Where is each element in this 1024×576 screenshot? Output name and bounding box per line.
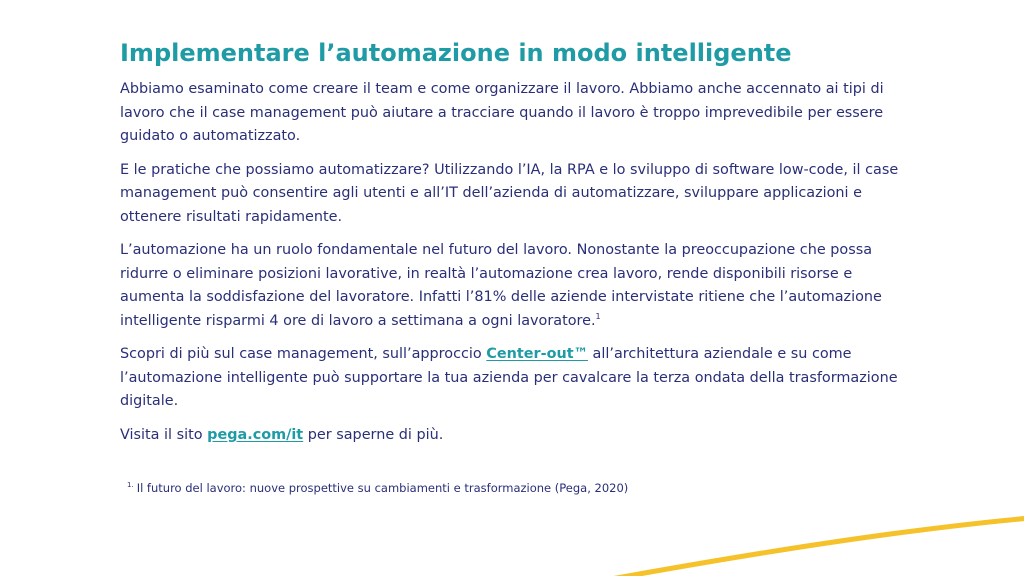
footnote-text: Il futuro del lavoro: nuove prospettive su cambiamenti e trasformazione (Pega, 2020) — [136, 481, 629, 495]
paragraph-learn-more-after: all’architettura aziendale e su come l’automazione intelligente può supportare la tua azienda per cavalcare la terza ondata della trasformazione digitale. — [120, 346, 898, 409]
paragraph-automation-question: E le pratiche che possiamo automatizzare? Utilizzando l’IA, la RPA e lo sviluppo di software low-code, il case management può consentire agli utenti e all’IT dell’azienda di automatizzare, sviluppare applicazioni e ottenere risultati rapidamente. — [120, 161, 899, 225]
page-title: Implementare l’automazione in modo intelligente — [120, 39, 792, 67]
center-out-link[interactable]: Center-out™ — [486, 346, 588, 362]
paragraph-visit-site-before: Visita il sito — [120, 426, 208, 443]
paragraph-intro: Abbiamo esaminato come creare il team e come organizzare il lavoro. Abbiamo anche accennato ai tipi di lavoro che il case management può aiutare a tracciare quando il lavoro è troppo imprevedibile per essere guidato o automatizzato. — [120, 81, 884, 144]
pega-site-link[interactable]: pega.com/it — [207, 426, 304, 443]
paragraph-future-of-work-text: L’automazione ha un ruolo fondamentale nel futuro del lavoro. Nonostante la preoccupazione che possa ridurre o eliminare posizioni lavorative, in realtà l’automazione crea lavoro, rende disponibili risorse e aumenta la soddisfazione del lavoratore. Infatti l’81% delle aziende intervistate ritiene che l’automazione intelligente risparmi 4 ore di lavoro a settimana a ogni lavoratore. — [120, 242, 882, 329]
footnote-reference: 1 — [595, 311, 601, 321]
footnote-marker: 1. — [127, 481, 134, 490]
paragraph-learn-more-before: Scopri di più sul case management, sull’approccio — [120, 346, 487, 362]
paragraph-visit-site-after: per saperne di più. — [303, 426, 444, 443]
